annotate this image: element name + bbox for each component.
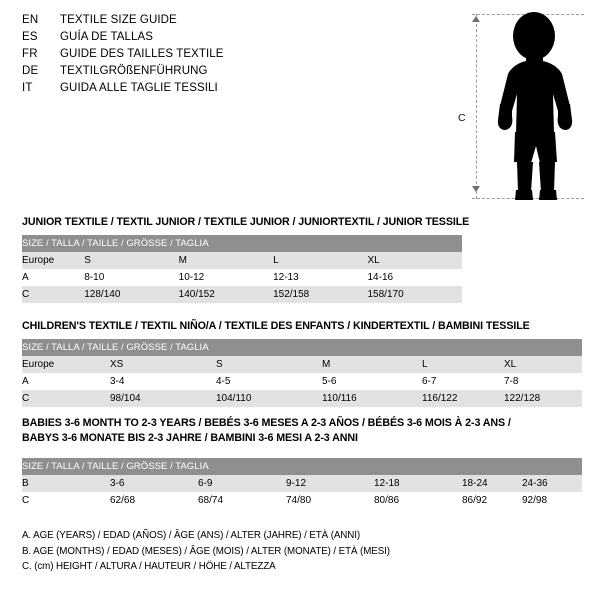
language-code: ES — [22, 31, 38, 43]
language-row — [22, 31, 422, 48]
cell: 98/104 — [110, 390, 216, 407]
cell: 12-18 — [374, 475, 462, 492]
cell: 18-24 — [462, 475, 522, 492]
language-code: EN — [22, 14, 39, 26]
language-title: GUIDE DES TAILLES TEXTILE — [60, 48, 224, 60]
table-row — [22, 286, 462, 303]
language-code: DE — [22, 65, 39, 77]
table-row — [22, 492, 582, 509]
language-row — [22, 82, 422, 99]
language-title: GUÍA DE TALLAS — [60, 31, 154, 43]
cell: 92/98 — [522, 492, 582, 509]
cell: 10-12 — [179, 269, 273, 286]
table-row — [22, 373, 582, 390]
cell: S — [84, 252, 178, 269]
cell: 62/68 — [110, 492, 198, 509]
table-header-label: SIZE / TALLA / TAILLE / GRÖSSE / TAGLIA — [22, 339, 582, 356]
table-header-label: SIZE / TALLA / TAILLE / GRÖSSE / TAGLIA — [22, 235, 462, 252]
cell: 74/80 — [286, 492, 374, 509]
arrow-up-icon — [472, 16, 480, 22]
junior-size-table — [22, 235, 462, 303]
section-title-children: CHILDREN'S TEXTILE / TEXTIL NIÑO/A / TEXTILE DES ENFANTS / KINDERTEXTIL / BAMBINI TESSILE — [22, 320, 530, 332]
cell: 14-16 — [368, 269, 463, 286]
row-label: A — [22, 269, 84, 286]
language-title-block — [22, 14, 422, 99]
cell: 152/158 — [273, 286, 367, 303]
cell: 24-36 — [522, 475, 582, 492]
section-title-babies-line2: BABYS 3-6 MONATE BIS 2-3 JAHRE / BAMBINI 3-6 MESI A 2-3 ANNI — [22, 432, 358, 444]
language-title: TEXTILGRÖßENFÜHRUNG — [60, 65, 208, 77]
cell: 3-6 — [110, 475, 198, 492]
language-title: TEXTILE SIZE GUIDE — [60, 14, 177, 26]
cell: XL — [504, 356, 582, 373]
table-row — [22, 390, 582, 407]
table-row — [22, 269, 462, 286]
language-row — [22, 48, 422, 65]
table-header-row — [22, 235, 462, 252]
table-header-row — [22, 339, 582, 356]
cell: 9-12 — [286, 475, 374, 492]
table-header-row — [22, 458, 582, 475]
cell: 12-13 — [273, 269, 367, 286]
arrow-down-icon — [472, 186, 480, 192]
cell: 158/170 — [368, 286, 463, 303]
cell: 128/140 — [84, 286, 178, 303]
row-label: C — [22, 390, 110, 407]
cell: L — [273, 252, 367, 269]
cell: 7-8 — [504, 373, 582, 390]
cell: 8-10 — [84, 269, 178, 286]
row-label: C — [22, 492, 110, 509]
table-header-label: SIZE / TALLA / TAILLE / GRÖSSE / TAGLIA — [22, 458, 582, 475]
cell: M — [179, 252, 273, 269]
footnote-c: C. (cm) HEIGHT / ALTURA / HAUTEUR / HÖHE / ALTEZZA — [22, 561, 276, 572]
cell: S — [216, 356, 322, 373]
row-label: B — [22, 475, 110, 492]
measurement-figure — [440, 8, 590, 208]
measure-label-c: C — [458, 112, 466, 124]
cell: 6-7 — [422, 373, 504, 390]
language-code: FR — [22, 48, 38, 60]
cell: 86/92 — [462, 492, 522, 509]
babies-size-table — [22, 458, 582, 509]
cell: 110/116 — [322, 390, 422, 407]
section-title-junior: JUNIOR TEXTILE / TEXTIL JUNIOR / TEXTILE JUNIOR / JUNIORTEXTIL / JUNIOR TESSILE — [22, 216, 470, 228]
row-label: Europe — [22, 252, 84, 269]
measure-vertical-line — [476, 14, 477, 199]
row-label: A — [22, 373, 110, 390]
cell: 104/110 — [216, 390, 322, 407]
language-title: GUIDA ALLE TAGLIE TESSILI — [60, 82, 218, 94]
cell: 122/128 — [504, 390, 582, 407]
language-row — [22, 65, 422, 82]
table-row — [22, 356, 582, 373]
cell: 68/74 — [198, 492, 286, 509]
cell: 3-4 — [110, 373, 216, 390]
cell: 116/122 — [422, 390, 504, 407]
footnotes-block — [22, 528, 582, 575]
children-size-table — [22, 339, 582, 407]
cell: L — [422, 356, 504, 373]
table-row — [22, 475, 582, 492]
language-code: IT — [22, 82, 33, 94]
language-row — [22, 14, 422, 31]
table-row — [22, 252, 462, 269]
cell: 6-9 — [198, 475, 286, 492]
cell: 80/86 — [374, 492, 462, 509]
cell: 5-6 — [322, 373, 422, 390]
row-label: C — [22, 286, 84, 303]
row-label: Europe — [22, 356, 110, 373]
cell: 4-5 — [216, 373, 322, 390]
cell: XS — [110, 356, 216, 373]
footnote-b: B. AGE (MONTHS) / EDAD (MESES) / ÂGE (MOIS) / ALTER (MONATE) / ETÀ (MESI) — [22, 545, 390, 557]
footnote-a: A. AGE (YEARS) / EDAD (AÑOS) / ÂGE (ANS) / ALTER (JAHRE) / ETÀ (ANNI) — [22, 530, 361, 541]
cell: 140/152 — [179, 286, 273, 303]
cell: XL — [368, 252, 463, 269]
section-title-babies-line1: BABIES 3-6 MONTH TO 2-3 YEARS / BEBÉS 3-6 MESES A 2-3 AÑOS / BÉBÉS 3-6 MOIS À 2-3 ANS / — [22, 417, 511, 429]
child-silhouette-icon — [486, 10, 586, 205]
cell: M — [322, 356, 422, 373]
